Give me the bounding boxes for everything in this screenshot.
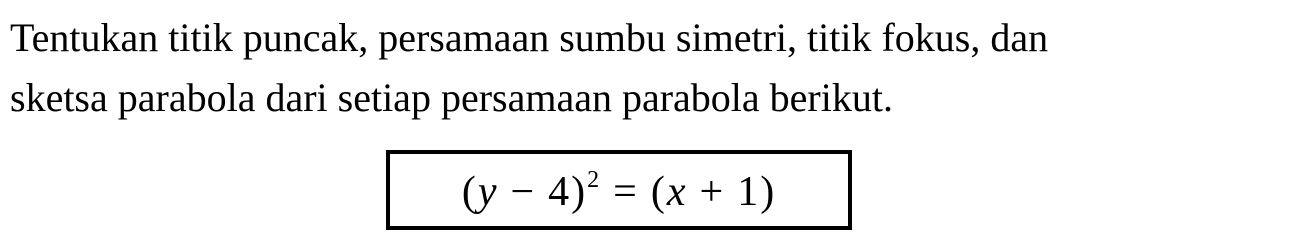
equation-box: [386, 150, 852, 230]
open-paren-right: (: [650, 168, 667, 215]
plus-sign: +: [699, 168, 726, 215]
exponent-2: 2: [587, 166, 602, 193]
close-paren-right: ): [760, 168, 777, 215]
question-text: [10, 8, 1300, 128]
question-line-2: sketsa parabola dari setiap persamaan parabola berikut.: [10, 75, 893, 120]
constant-4: 4: [548, 168, 572, 215]
variable-x: x: [666, 168, 688, 215]
equals-sign: =: [613, 168, 639, 215]
close-paren: ): [571, 168, 588, 215]
variable-y: y: [477, 168, 499, 215]
parabola-equation: [462, 168, 776, 213]
question-line-1: Tentukan titik puncak, persamaan sumbu simetri, titik fokus, dan: [10, 15, 1049, 60]
open-paren: (: [461, 168, 478, 215]
minus-sign: −: [510, 168, 537, 215]
constant-1: 1: [737, 168, 761, 215]
